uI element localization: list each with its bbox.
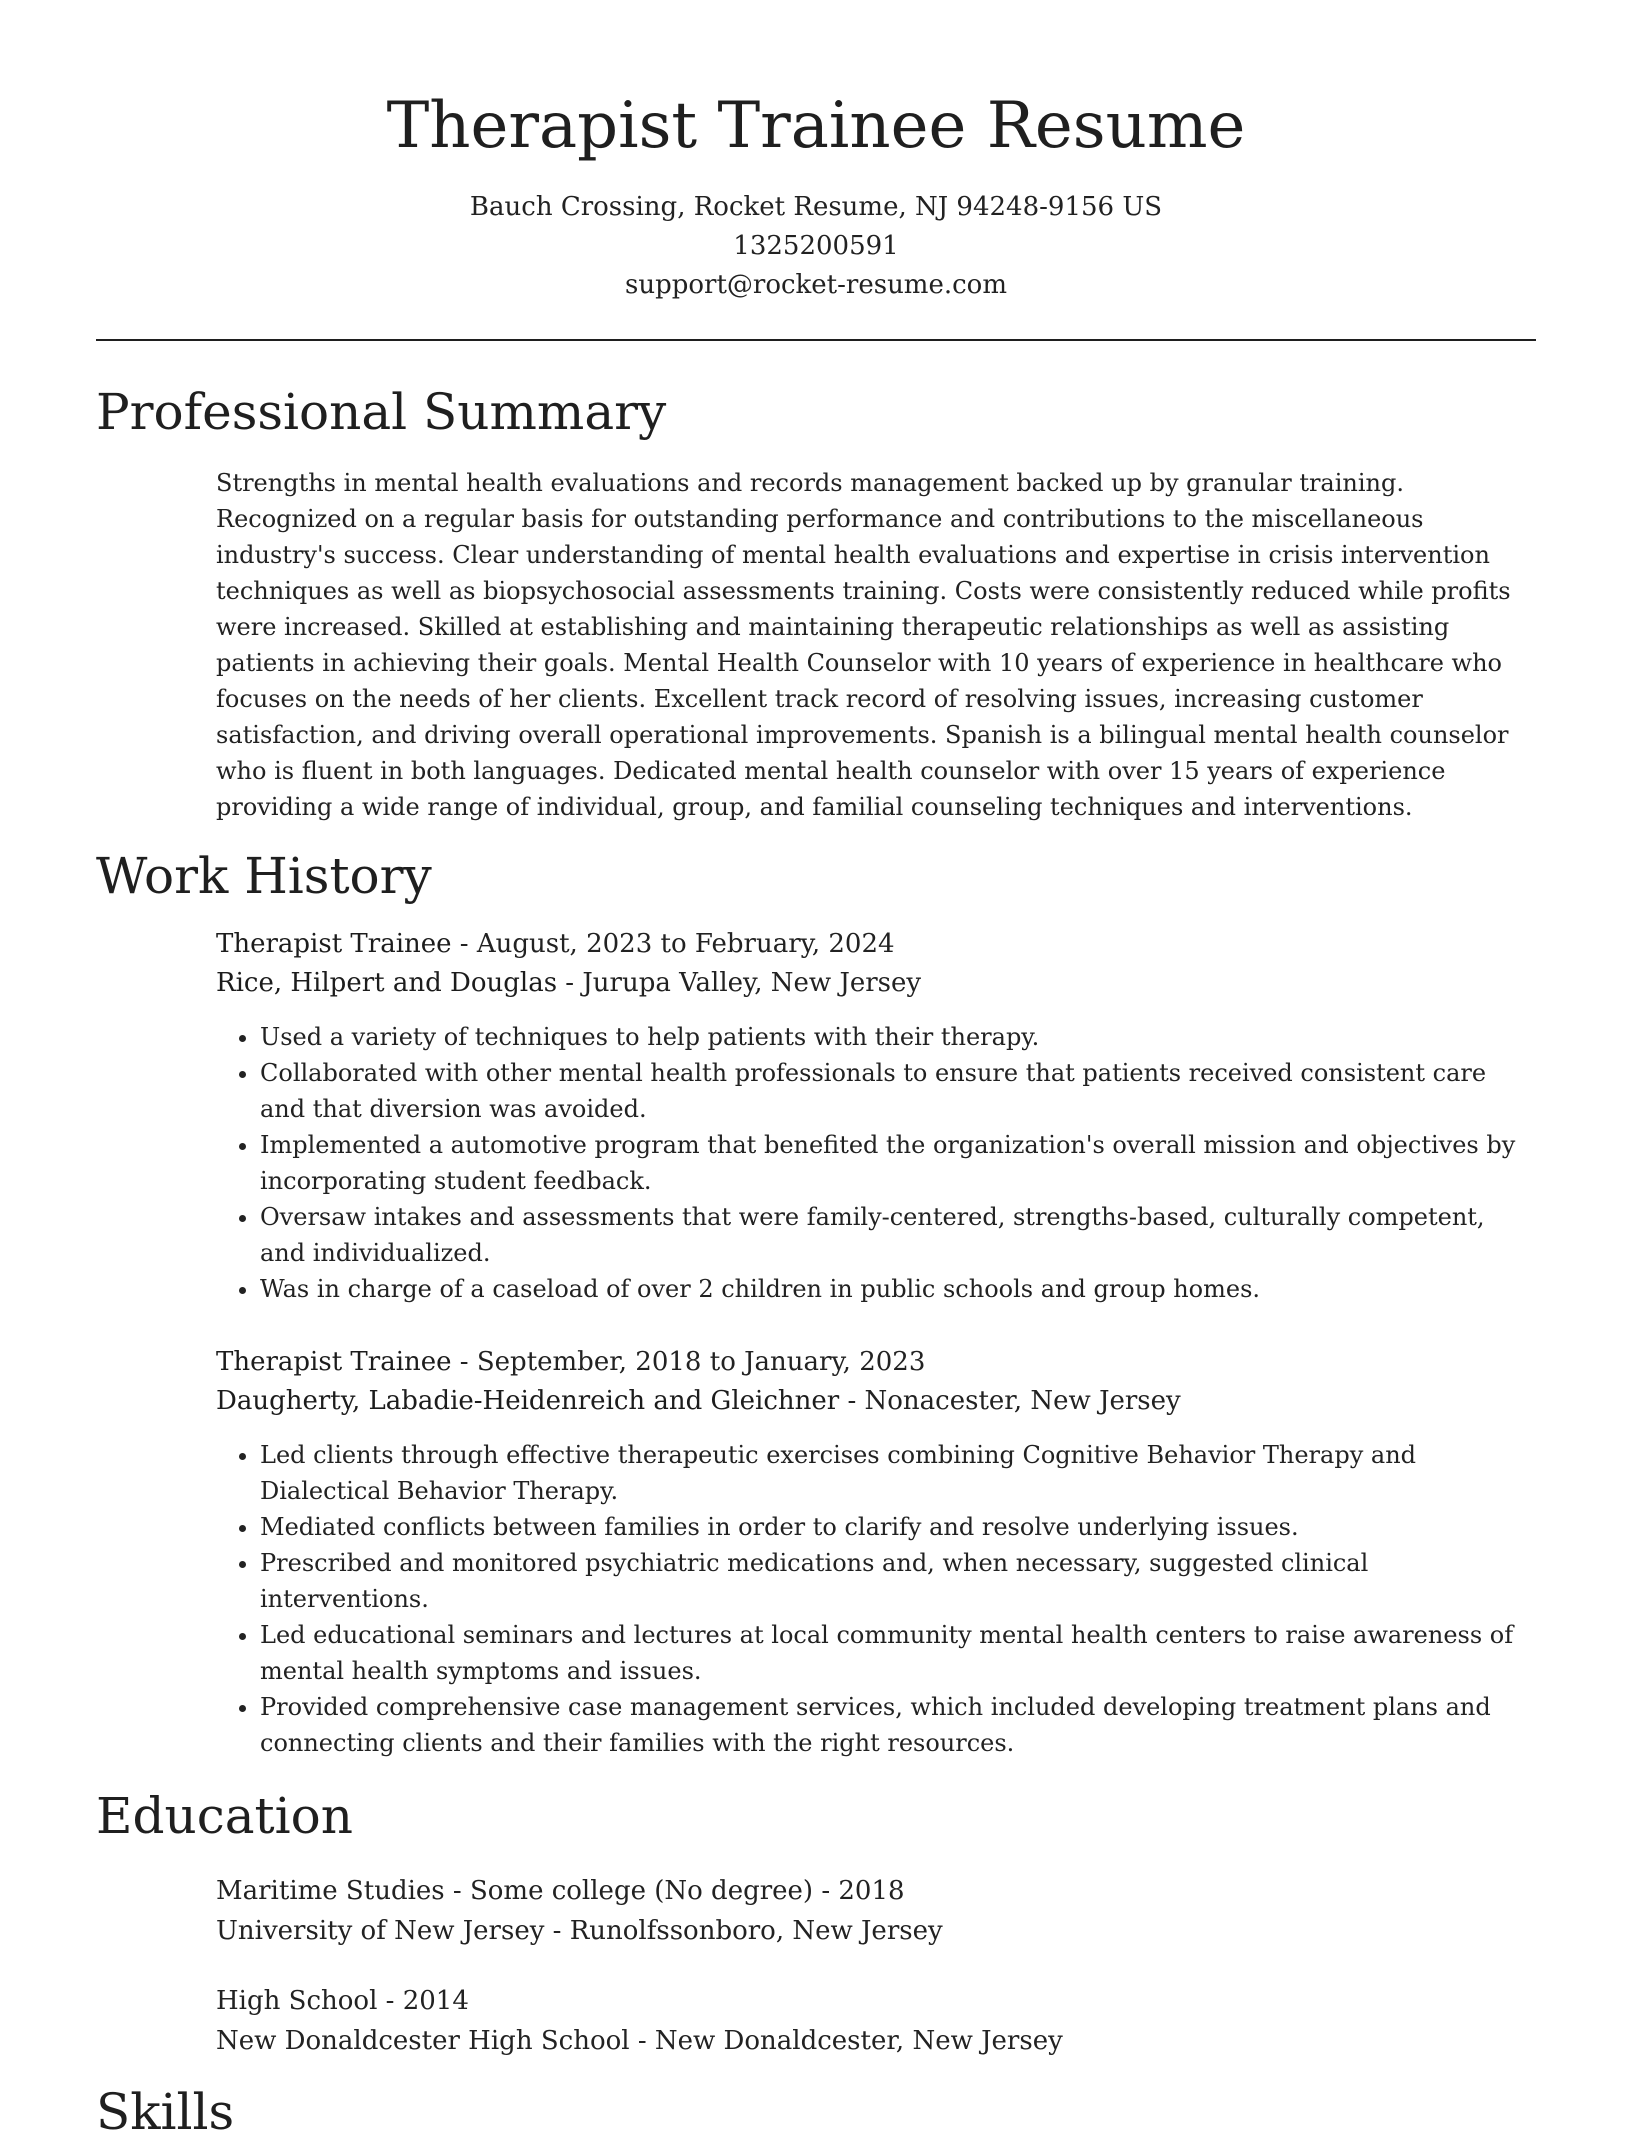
education-entry xyxy=(216,1981,1536,2061)
education-heading: Education xyxy=(96,1787,353,1845)
job-entry xyxy=(216,925,1536,1307)
job-bullet: • Used a variety of techniques to help patients with their therapy. xyxy=(260,1019,1536,1055)
contact-phone: 1325200591 xyxy=(733,231,899,261)
job-location: - Jurupa Valley, New Jersey xyxy=(557,968,922,998)
education-degree-line xyxy=(216,1981,1536,2021)
job-bullet: • Provided comprehensive case management services, which included developing treatment plans and connecting clients and their families with the right resources. xyxy=(260,1689,1536,1761)
job-bullets xyxy=(216,1019,1536,1307)
resume-title: Therapist Trainee Resume xyxy=(386,89,1246,163)
education-entry xyxy=(216,1871,1536,1951)
job-company: Daugherty, Labadie-Heidenreich and Gleichner xyxy=(216,1386,840,1416)
job-company: Rice, Hilpert and Douglas xyxy=(216,968,558,998)
skills-heading: Skills xyxy=(96,2083,235,2141)
job-bullet: • Led educational seminars and lectures at local community mental health centers to raise awareness of mental health symptoms and issues. xyxy=(260,1617,1536,1689)
contact-info xyxy=(96,188,1536,305)
job-bullet: • Prescribed and monitored psychiatric medications and, when necessary, suggested clinical interventions. xyxy=(260,1545,1536,1617)
job-bullet: • Collaborated with other mental health professionals to ensure that patients received consistent care and that diversion was avoided. xyxy=(260,1055,1536,1127)
job-company-line xyxy=(216,1382,1536,1421)
education-degree: Maritime Studies - Some college (No degree) xyxy=(216,1876,814,1906)
education-school-line xyxy=(216,1911,1536,1951)
summary-heading: Professional Summary xyxy=(96,383,667,441)
job-company-line xyxy=(216,964,1536,1003)
education-degree: High School xyxy=(216,1986,378,2016)
job-bullet: • Oversaw intakes and assessments that were family-centered, strengths-based, culturally competent, and individualized. xyxy=(260,1199,1536,1271)
job-dates: - September, 2018 to January, 2023 xyxy=(451,1347,926,1377)
education-year: - 2018 xyxy=(813,1876,905,1906)
job-bullet: • Led clients through effective therapeutic exercises combining Cognitive Behavior Therapy and Dialectical Behavior Therapy. xyxy=(260,1437,1536,1509)
job-bullet: • Was in charge of a caseload of over 2 children in public schools and group homes. xyxy=(260,1271,1536,1307)
contact-address: Bauch Crossing, Rocket Resume, NJ 94248-9156 US xyxy=(469,192,1163,222)
job-location: - Nonacester, New Jersey xyxy=(839,1386,1181,1416)
job-title: Therapist Trainee xyxy=(216,929,452,959)
contact-email: support@rocket-resume.com xyxy=(624,270,1007,300)
education-school-line xyxy=(216,2021,1536,2061)
education-degree-line xyxy=(216,1871,1536,1911)
summary-text: Strengths in mental health evaluations and records management backed up by granular training. Recognized on a regular basis for outstanding performance and contributions to the miscellaneous industry's success. Clear understanding of mental health evaluations and expertise in crisis intervention techniques as well as biopsychosocial assessments training. Costs were consistently reduced while profits were increased. Skilled at establishing and maintaining therapeutic relationships as well as assisting patients in achieving their goals. Mental Health Counselor with 10 years of experience in healthcare who focuses on the needs of her clients. Excellent track record of resolving issues, increasing customer satisfaction, and driving overall operational improvements. Spanish is a bilingual mental health counselor who is fluent in both languages. Dedicated mental health counselor with over 15 years of experience providing a wide range of individual, group, and familial counseling techniques and interventions. xyxy=(216,469,1511,821)
job-title: Therapist Trainee xyxy=(216,1347,452,1377)
education-location: - Runolfssonboro, New Jersey xyxy=(544,1916,943,1946)
job-bullets xyxy=(216,1437,1536,1761)
job-bullet: • Mediated conflicts between families in order to clarify and resolve underlying issues. xyxy=(260,1509,1536,1545)
header-divider xyxy=(96,339,1536,341)
job-bullet: • Implemented a automotive program that benefited the organization's overall mission and objectives by incorporating student feedback. xyxy=(260,1127,1536,1199)
job-title-line xyxy=(216,925,1536,964)
education-school: University of New Jersey xyxy=(216,1916,545,1946)
job-dates: - August, 2023 to February, 2024 xyxy=(451,929,895,959)
education-school: New Donaldcester High School xyxy=(216,2026,630,2056)
job-title-line xyxy=(216,1343,1536,1382)
education-location: - New Donaldcester, New Jersey xyxy=(629,2026,1063,2056)
job-entry xyxy=(216,1343,1536,1761)
resume-page xyxy=(96,0,1536,2145)
education-year: - 2014 xyxy=(377,1986,469,2016)
work-history-heading: Work History xyxy=(96,847,432,905)
